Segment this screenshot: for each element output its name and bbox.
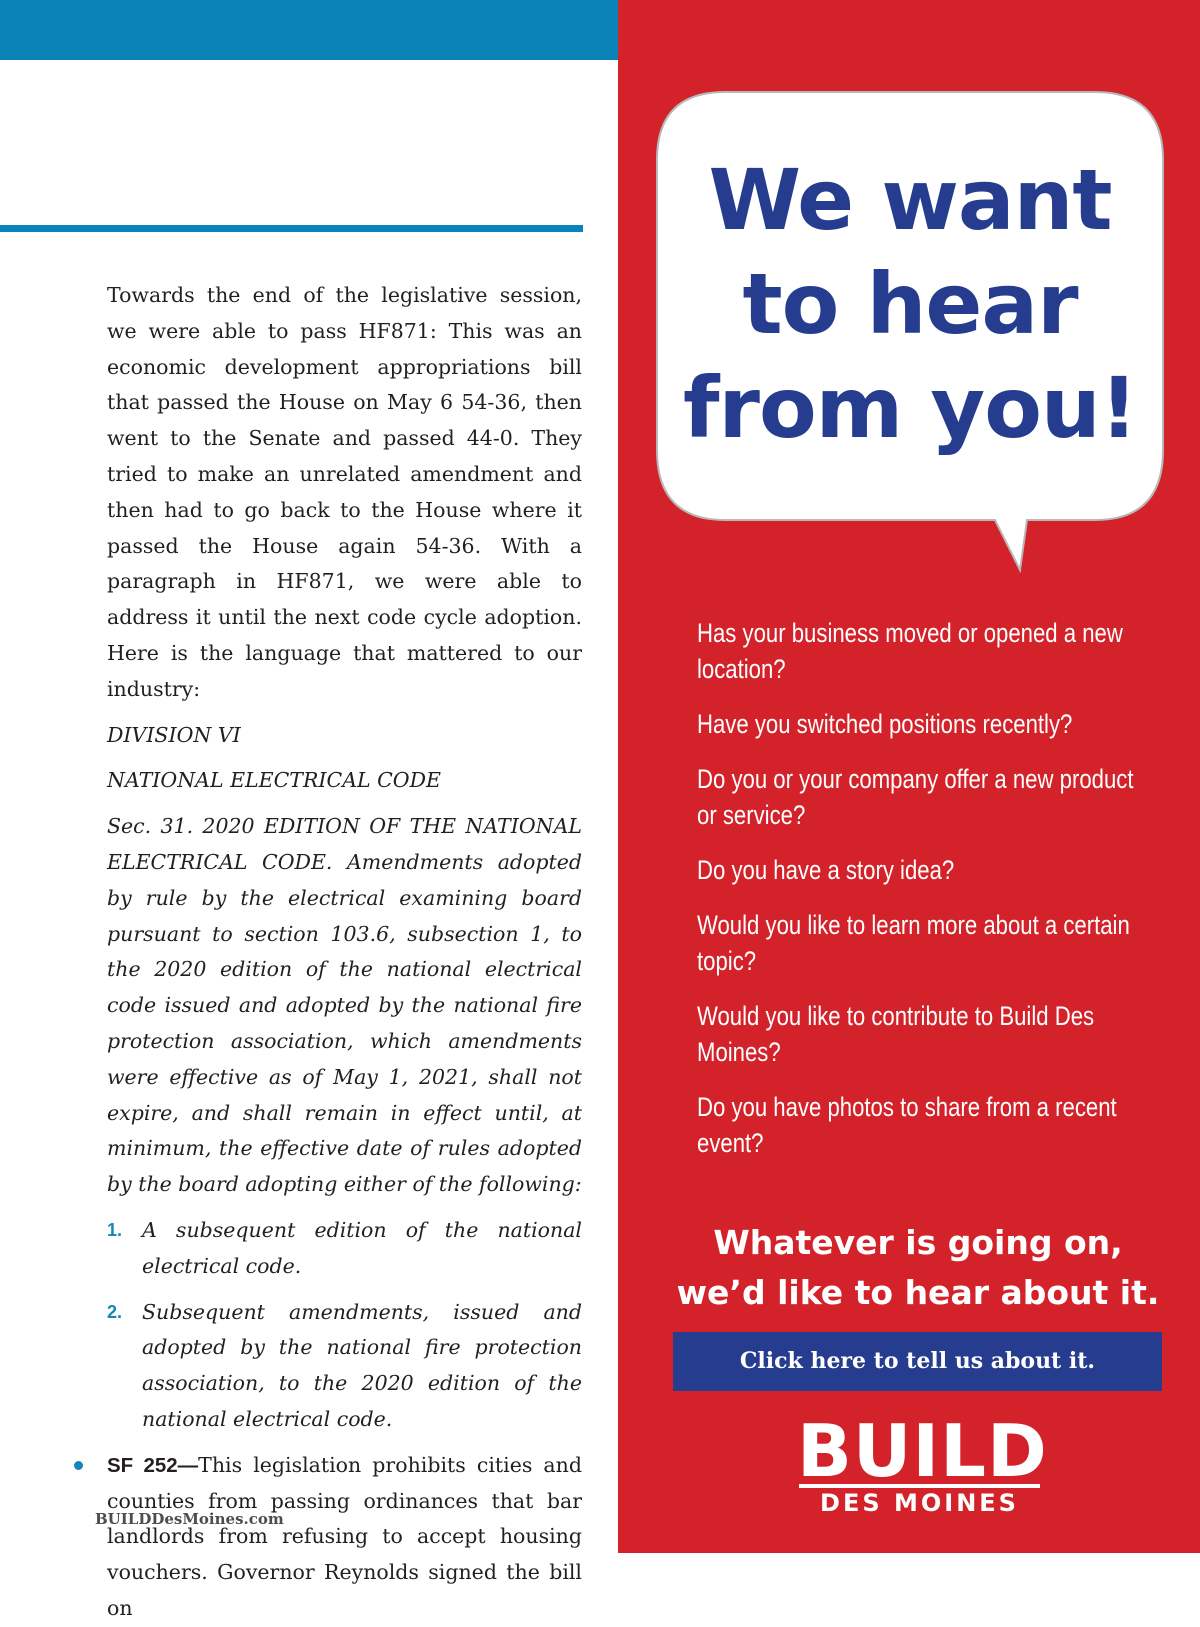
speech-bubble — [655, 90, 1165, 522]
list-number: 1. — [107, 1219, 123, 1240]
logo-line-des-moines: DES MOINES — [799, 1484, 1040, 1518]
bubble-headline — [655, 148, 1165, 460]
intro-paragraph: Towards the end of the legislative session, we were able to pass HF871: This was an economic development appropriations bill that passed the House on May 6 54-36, then went to the Senate and passed 44-0. They tried to make an unrelated amendment and then had to go back to the House where it passed the House again 54-36. With a paragraph in HF871, we were able to address it until the next code cycle adoption. Here is the language that mattered to our industry: — [107, 283, 582, 701]
question-item: Has your business moved or opened a new location? — [697, 618, 1123, 684]
question-item: Have you switched positions recently? — [697, 709, 1073, 739]
bullet-text: This legislation prohibits cities and counties from passing ordinances that bar landlords from refusing to accept housing vouchers. Governor Reynolds signed the bill on — [107, 1452, 582, 1620]
tell-us-button[interactable]: Click here to tell us about it. — [673, 1332, 1162, 1391]
bullet-dot-icon — [74, 1461, 83, 1470]
headline-line: from you! — [682, 359, 1138, 457]
tagline-line: Whatever is going on, — [713, 1223, 1123, 1262]
question-list — [697, 615, 1167, 1180]
build-des-moines-logo — [797, 1409, 1048, 1518]
tagline — [618, 1218, 1200, 1318]
headline-line: We want — [708, 151, 1112, 249]
list-text: A subsequent edition of the national electrical code. — [142, 1217, 582, 1278]
list-number: 2. — [107, 1301, 123, 1322]
list-item — [107, 1295, 582, 1438]
top-accent-bar — [0, 0, 618, 60]
question-item: Would you like to learn more about a certain topic? — [697, 910, 1130, 976]
list-text: Subsequent amendments, issued and adopted by the national fire protection association, to the 2020 edition of the national electrical code. — [142, 1299, 582, 1431]
headline-line: to hear — [742, 255, 1078, 353]
question-item: Do you have photos to share from a recent event? — [697, 1092, 1117, 1158]
list-item — [107, 1213, 582, 1285]
tagline-line: we’d like to hear about it. — [676, 1273, 1160, 1312]
code-title: NATIONAL ELECTRICAL CODE — [107, 768, 442, 793]
section-text: Sec. 31. 2020 EDITION OF THE NATIONAL ELECTRICAL CODE. Amendments adopted by rule by the electrical examining board pursuant to section 103.6, subsection 1, to the 2020 edition of the national electrical code issued and adopted by the national fire protection association, which amendments were effective as of May 1, 2021, shall not expire, and shall remain in effect until, at minimum, the effective date of rules adopted by the board adopting either of the following: — [107, 814, 582, 1197]
question-item: Do you or your company offer a new product or service? — [697, 764, 1134, 830]
section-rule — [0, 225, 583, 232]
numbered-list — [107, 1213, 582, 1438]
article-column — [107, 278, 582, 1627]
question-item: Do you have a story idea? — [697, 855, 955, 885]
question-item: Would you like to contribute to Build Des Moines? — [697, 1001, 1095, 1067]
bullet-item-sf252 — [107, 1448, 582, 1627]
footer-url: BUILDDesMoines.com — [95, 1510, 284, 1528]
bill-label: SF 252— — [107, 1453, 199, 1477]
division-heading: DIVISION VI — [107, 722, 241, 747]
logo-line-build: BUILD — [797, 1409, 1048, 1493]
